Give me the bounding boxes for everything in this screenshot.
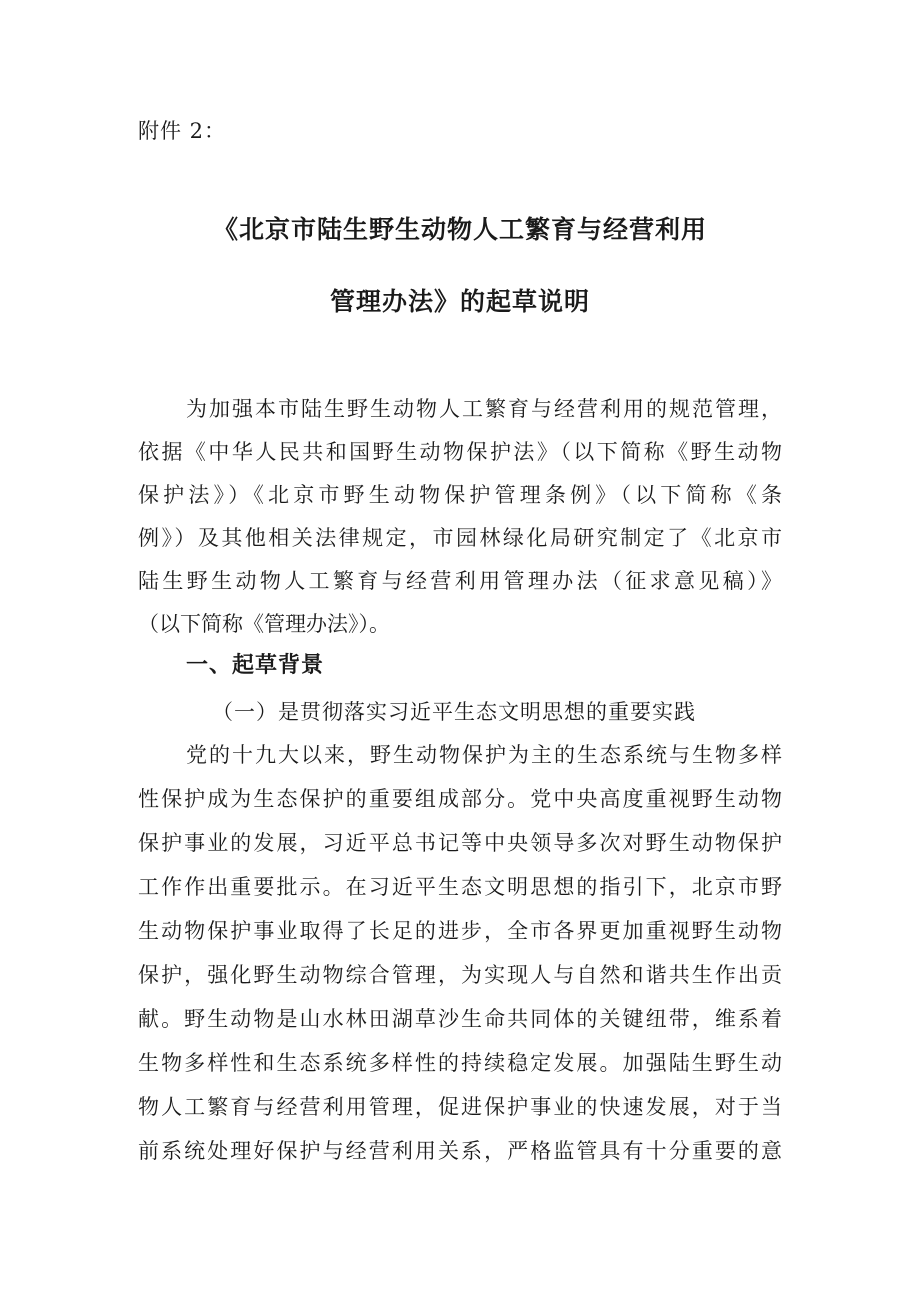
document-title-line-2: 管理办法》的起草说明	[329, 287, 590, 316]
intro-line-5: 陆生野生动物人工繁育与经营利用管理办法（征求意见稿）》	[138, 569, 782, 593]
document-title-line-1: 《北京市陆生野生动物人工繁育与经营利用	[212, 215, 707, 244]
body-line-3: 保护事业的发展，习近平总书记等中央领导多次对野生动物保护	[138, 831, 782, 855]
intro-line-3: 保护法》）《北京市野生动物保护管理条例》（以下简称《条	[138, 483, 782, 507]
body-line-7: 献。野生动物是山水林田湖草沙生命共同体的关键纽带，维系着	[138, 1007, 782, 1031]
body-line-4: 工作作出重要批示。在习近平生态文明思想的指引下，北京市野	[138, 875, 782, 899]
intro-line-4: 例》）及其他相关法律规定，市园林绿化局研究制定了《北京市	[138, 526, 782, 550]
subsection-heading: （一）是贯彻落实习近平生态文明思想的重要实践	[212, 700, 696, 724]
body-line-6: 保护，强化野生动物综合管理，为实现人与自然和谐共生作出贡	[138, 963, 782, 987]
intro-line-1: 为加强本市陆生野生动物人工繁育与经营利用的规范管理，	[186, 397, 782, 421]
attachment-label: 附件 2：	[138, 119, 227, 143]
body-line-9: 物人工繁育与经营利用管理，促进保护事业的快速发展，对于当	[138, 1095, 782, 1119]
intro-line-2: 依据《中华人民共和国野生动物保护法》（以下简称《野生动物	[138, 440, 782, 464]
body-line-8: 生物多样性和生态系统多样性的持续稳定发展。加强陆生野生动	[138, 1051, 782, 1075]
body-line-1: 党的十九大以来，野生动物保护为主的生态系统与生物多样	[186, 743, 782, 767]
body-line-2: 性保护成为生态保护的重要组成部分。党中央高度重视野生动物	[138, 787, 782, 811]
body-line-10: 前系统处理好保护与经营利用关系，严格监管具有十分重要的意	[138, 1139, 782, 1163]
section-heading: 一、起草背景	[186, 653, 325, 678]
intro-line-6: （以下简称《管理办法》）。	[138, 612, 390, 636]
body-line-5: 生动物保护事业取得了长足的进步，全市各界更加重视野生动物	[138, 919, 782, 943]
